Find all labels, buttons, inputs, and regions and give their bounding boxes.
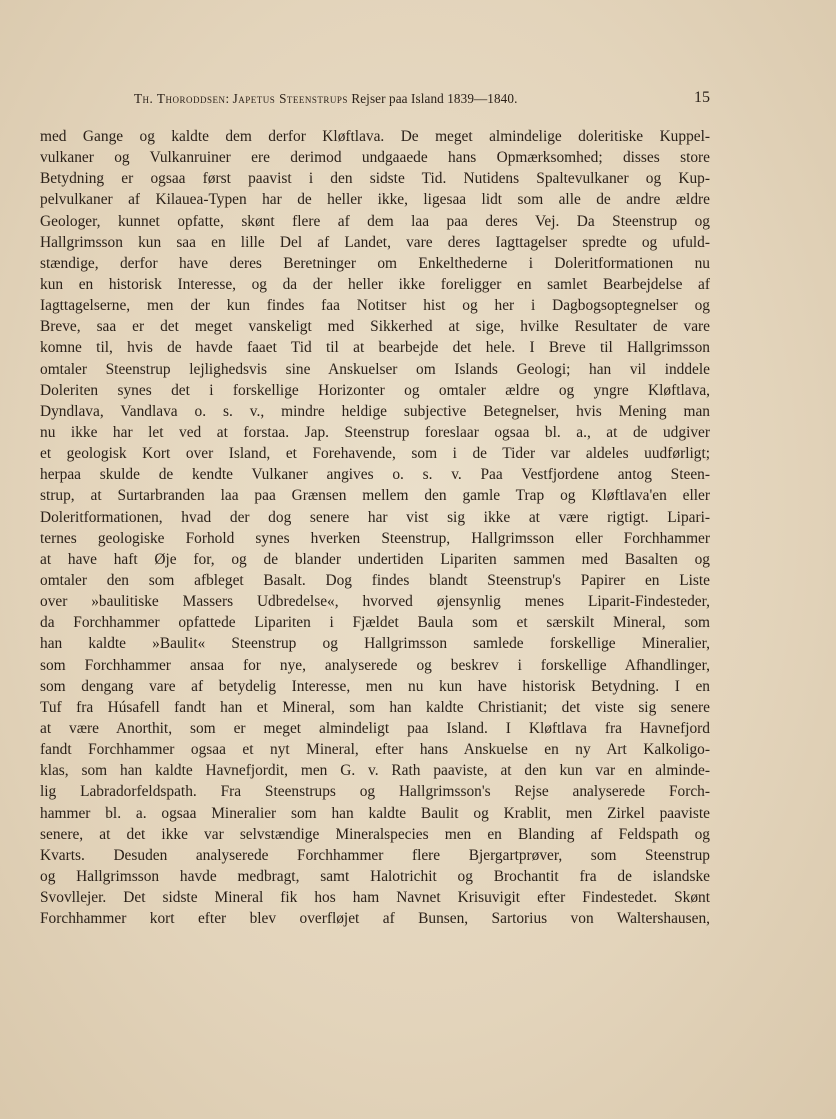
text-line: Geologer, kunnet opfatte, skønt flere af dem laa paa deres Vej. Da Steenstrup og <box>40 212 710 230</box>
text-line: Svovllejer. Det sidste Mineral fik hos ham Navnet Krisuvigit efter Findestedet. Skønt <box>40 889 710 907</box>
text-line: som Forchhammer ansaa for nye, analyserede og beskrev i forskellige Afhandlinger, <box>40 656 710 674</box>
text-line: Kvarts. Desuden analyserede Forchhammer flere Bjergartprøver, som Steenstrup <box>40 846 710 864</box>
text-line: og Hallgrimsson havde medbragt, samt Halotrichit og Brochantit fra de islandske <box>40 867 710 885</box>
text-line: klas, som han kaldte Havnefjordit, men G. v. Rath paaviste, at den kun var en alminde- <box>40 762 710 780</box>
text-line: fandt Forchhammer ogsaa et nyt Mineral, efter hans Anskuelse en ny Art Kalkoligo- <box>40 741 710 759</box>
text-line: lig Labradorfeldspath. Fra Steenstrups og Hallgrimsson's Rejse analyserede Forch- <box>40 783 710 801</box>
text-line: hammer bl. a. ogsaa Mineralier som han kaldte Baulit og Krablit, men Zirkel paaviste <box>40 804 710 822</box>
text-line: ternes geologiske Forhold synes hverken Steenstrup, Hallgrimsson eller Forchhammer <box>40 529 710 547</box>
text-line: omtaler Steenstrup lejlighedsvis sine Anskuelser om Islands Geologi; han vil inddele <box>40 360 710 378</box>
text-line: nu ikke har let ved at forstaa. Jap. Steenstrup foreslaar ogsaa bl. a., at de udgiver <box>40 423 710 441</box>
text-line: et geologisk Kort over Island, et Forehavende, som i de Tider var aldeles uudførligt; <box>40 445 710 463</box>
running-head <box>134 91 710 111</box>
text-line: han kaldte »Baulit« Steenstrup og Hallgrimsson samlede forskellige Mineralier, <box>40 635 710 653</box>
author-name: Th. Thoroddsen <box>134 91 226 106</box>
text-line: som dengang vare af betydelig Interesse, men nu kun have historisk Betydning. I en <box>40 677 710 695</box>
text-line: komne til, hvis de havde faaet Tid til at bearbejde det hele. I Breve til Hallgrimsson <box>40 339 710 357</box>
text-line: Dyndlava, Vandlava o. s. v., mindre heldige subjective Betegnelser, hvis Mening man <box>40 402 710 420</box>
text-line: over »baulitiske Massers Udbredelse«, hvorved øjensynlig menes Liparit-Findesteder, <box>40 593 710 611</box>
text-line: Forchhammer kort efter blev overfløjet af Bunsen, Sartorius von Waltershausen, <box>40 910 710 928</box>
text-line: vulkaner og Vulkanruiner ere derimod undgaaede hans Opmærksomhed; disses store <box>40 149 710 167</box>
title-rest: Rejser paa Island 1839—1840. <box>351 91 518 106</box>
subject-name: Japetus Steenstrups <box>232 91 348 106</box>
running-head-title <box>134 91 517 107</box>
text-line: da Forchhammer opfattede Lipariten i Fjældet Baula som et særskilt Mineral, som <box>40 614 710 632</box>
text-line: Tuf fra Húsafell fandt han et Mineral, som han kaldte Christianit; det viste sig senere <box>40 698 710 716</box>
text-line: senere, at det ikke var selvstændige Mineralspecies men en Blanding af Feldspath og <box>40 825 710 843</box>
text-line: Betydning er ogsaa først paavist i den sidste Tid. Nutidens Spaltevulkaner og Kup- <box>40 170 710 188</box>
body-text <box>40 126 710 929</box>
text-line: herpaa skulde de kendte Vulkaner angives o. s. v. Paa Vestfjordene antog Steen- <box>40 466 710 484</box>
text-line: Breve, saa er det meget vanskeligt med Sikkerhed at sige, hvilke Resultater de vare <box>40 318 710 336</box>
header-separator: : <box>225 91 230 106</box>
text-line: at have haft Øje for, og de blander undertiden Lipariten sammen med Basalten og <box>40 550 710 568</box>
text-line: strup, at Surtarbranden laa paa Grænsen mellem den gamle Trap og Kløftlava'en eller <box>40 487 710 505</box>
text-line: med Gange og kaldte dem derfor Kløftlava. De meget almindelige doleritiske Kuppel- <box>40 128 710 145</box>
text-line: Hallgrimsson kun saa en lille Del af Landet, vare deres Iagttagelser spredte og ufuld- <box>40 233 710 251</box>
page-number: 15 <box>694 89 710 106</box>
text-line: pelvulkaner af Kilauea-Typen har de heller ikke, ligesaa lidt som alle de andre ældre <box>40 191 710 209</box>
text-line: kun en historisk Interesse, og da der heller ikke foreligger en samlet Bearbejdelse af <box>40 275 710 293</box>
text-line: stændige, derfor have deres Beretninger om Enkelthederne i Doleritformationen nu <box>40 254 710 272</box>
text-line: omtaler den som afbleget Basalt. Dog findes blandt Steenstrup's Papirer en Liste <box>40 571 710 589</box>
text-line: Doleriten synes det i forskellige Horizonter og omtaler ældre og yngre Kløftlava, <box>40 381 710 399</box>
text-line: at være Anorthit, som er meget almindeligt paa Island. I Kløftlava fra Havnefjord <box>40 719 710 737</box>
text-line: Doleritformationen, hvad der dog senere har vist sig ikke at være rigtigt. Lipari- <box>40 508 710 526</box>
text-line: Iagttagelserne, men der kun findes faa Notitser hist og her i Dagbogsoptegnelser og <box>40 297 710 315</box>
